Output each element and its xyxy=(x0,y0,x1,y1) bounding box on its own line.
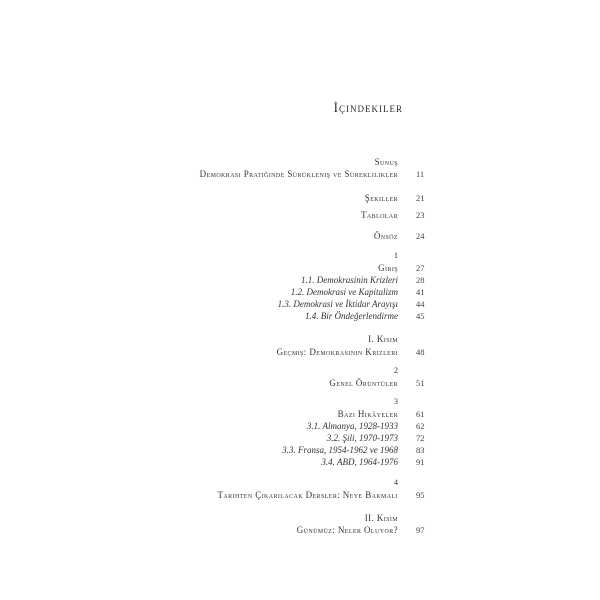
toc-entry xyxy=(0,169,600,181)
toc-entry-label: 1.1. Demokrasinin Krizleri xyxy=(300,275,398,285)
toc-entry-label: 1.4. Bir Öndeğerlendirme xyxy=(305,311,398,321)
toc-entry-page-number: 62 xyxy=(416,421,425,431)
toc-entry xyxy=(0,287,600,299)
toc-entry-label: II. Kısım xyxy=(364,513,398,523)
toc-entry xyxy=(0,490,600,502)
toc-entry xyxy=(0,193,600,205)
toc-entry xyxy=(0,478,600,490)
toc-entry xyxy=(0,334,600,346)
toc-entry-label: 3.4. ABD, 1964-1976 xyxy=(321,457,398,467)
toc-entry-label: Geçmiş: Demokrasinin Krizleri xyxy=(276,347,398,357)
toc-entry-page-number: 61 xyxy=(416,409,425,419)
toc-entry xyxy=(0,366,600,378)
toc-entry-label: Şekiller xyxy=(364,193,398,203)
toc-entry-label: Önsöz xyxy=(373,231,398,241)
toc-entry xyxy=(0,525,600,537)
toc-entry xyxy=(0,251,600,263)
toc-entry-label: 1.3. Demokrasi ve İktidar Arayışı xyxy=(277,299,398,309)
toc-entry-page-number: 48 xyxy=(416,347,425,357)
toc-entry-label: 3.2. Şili, 1970-1973 xyxy=(326,433,398,443)
toc-entry xyxy=(0,409,600,421)
toc-entry-page-number: 91 xyxy=(416,457,425,467)
toc-entry-label: I. Kısım xyxy=(368,334,398,344)
toc-entry-page-number: 27 xyxy=(416,263,425,273)
toc-entry xyxy=(0,299,600,311)
toc-entry xyxy=(0,457,600,469)
toc-entry-label: Sunuş xyxy=(374,157,398,167)
toc-entry xyxy=(0,445,600,457)
toc-entry-page-number: 11 xyxy=(416,169,425,179)
toc-entry-label: 3.3. Fransa, 1954-1962 ve 1968 xyxy=(282,445,398,455)
toc-entry-page-number: 44 xyxy=(416,299,425,309)
toc-entry-label: 3 xyxy=(394,397,398,406)
toc-entry-label: 2 xyxy=(394,366,398,375)
toc-entry-page-number: 21 xyxy=(416,193,425,203)
toc-entry xyxy=(0,397,600,409)
toc-entry-page-number: 24 xyxy=(416,231,425,241)
toc-entry-label: Bazı Hikâyeler xyxy=(337,409,398,419)
toc-entry-label: 4 xyxy=(394,478,398,487)
toc-entry-label: Genel Örüntüler xyxy=(329,378,398,388)
toc-entry xyxy=(0,157,600,169)
toc-entry xyxy=(0,210,600,222)
toc-entry-label: 3.1. Almanya, 1928-1933 xyxy=(306,421,398,431)
toc-entry-label: Giriş xyxy=(378,263,398,273)
toc-entry-page-number: 28 xyxy=(416,275,425,285)
toc-entry xyxy=(0,421,600,433)
page-title: İçindekiler xyxy=(333,100,403,115)
toc-entry-label: Demokrasi Pratiğinde Sürükleniş ve Süreklilikler xyxy=(199,169,398,179)
toc-entry-page-number: 95 xyxy=(416,490,425,500)
toc-entry-page-number: 72 xyxy=(416,433,425,443)
toc-entry xyxy=(0,378,600,390)
toc-entry-label: 1.2. Demokrasi ve Kapitalizm xyxy=(290,287,398,297)
toc-entry xyxy=(0,263,600,275)
toc-entry xyxy=(0,311,600,323)
toc-entry-page-number: 23 xyxy=(416,210,425,220)
toc-entry xyxy=(0,275,600,287)
toc-entry xyxy=(0,513,600,525)
toc-entry-label: Tablolar xyxy=(360,210,398,220)
toc-entry-label: 1 xyxy=(394,251,398,260)
toc-entry xyxy=(0,433,600,445)
toc-entry-page-number: 97 xyxy=(416,525,425,535)
toc-entry-page-number: 41 xyxy=(416,287,425,297)
toc-entry xyxy=(0,231,600,243)
toc-entry-page-number: 83 xyxy=(416,445,425,455)
toc-entry-page-number: 51 xyxy=(416,378,425,388)
toc-entry-page-number: 45 xyxy=(416,311,425,321)
toc-entry xyxy=(0,347,600,359)
toc-entry-label: Günümüz: Neler Oluyor? xyxy=(296,525,398,535)
toc-entry-label: Tarihten Çıkarılacak Dersler: Neye Bakmalı xyxy=(217,490,398,500)
